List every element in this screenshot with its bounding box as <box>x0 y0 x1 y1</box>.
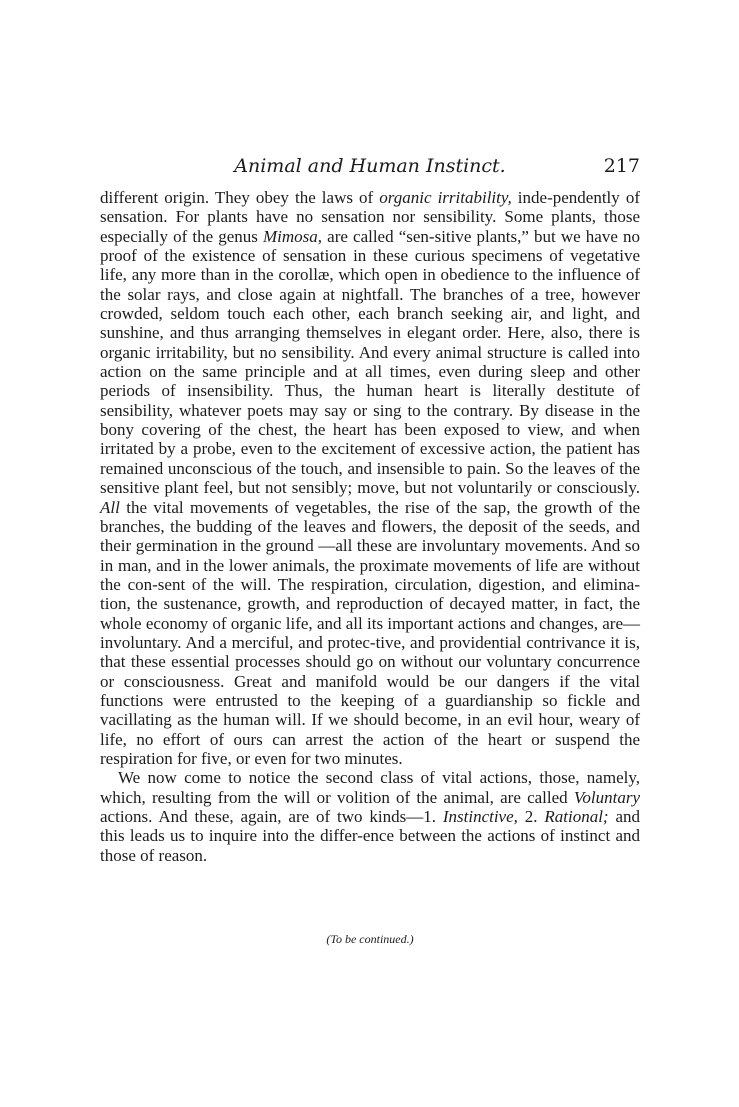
paragraph-2-text: 2. <box>517 807 545 826</box>
paragraph-1-italic: All <box>100 497 120 517</box>
paragraph-2-italic: Voluntary <box>573 787 640 807</box>
paragraph-2-italic: Rational; <box>544 807 609 826</box>
paragraph-2 <box>100 768 640 865</box>
body-text <box>100 188 640 865</box>
page-number: 217 <box>603 155 640 177</box>
paragraph-1-italic: Mimosa, <box>263 226 323 246</box>
paragraph-1 <box>100 188 640 768</box>
running-title: Animal and Human Instinct. <box>234 155 506 177</box>
paragraph-1-text: are called “sen-sitive plants,” but we have no proof of the existence of sensation in these curious specimens of vegetative life, any more than in the corollæ, which open in obedience to the influence of the solar rays, and close again at nightfall. The branches of a tree, however crowded, seldom touch each other, each branch seeking air, and light, and sunshine, and thus arranging themselves in elegant order. Here, also, there is organic irritability, but no sensibility. And every animal structure is called into action on the same principle and at all times, even during sleep and other periods of insensibility. Thus, the human heart is literally destitute of sensibility, whatever poets may say or sing to the contrary. By disease in the bony covering of the chest, the heart has been exposed to view, and when irritated by a probe, even to the excitement of excessive action, the patient has remained unconscious of the touch, and insensible to pain. So the leaves of the sensitive plant feel, but not sensibly; move, but not voluntarily or consciously. <box>100 226 641 498</box>
paragraph-1-italic: organic irritability, <box>379 188 512 207</box>
paragraph-1-text: the vital movements of vegetables, the rise of the sap, the growth of the branches, the budding of the leaves and flowers, the deposit of the seeds, and their germination in the ground —all these are involuntary movements. And so in man, and in the lower animals, the proximate movements of life are without the con-sent of the will. The respiration, circulation, digestion, and elimina-tion, the sustenance, growth, and reproduction of decayed matter, in fact, the whole economy of organic life, and all its important actions and changes, are—involuntary. And a merciful, and protec-tive, and providential contrivance it is, that these essential processes should go on without our voluntary concurrence or consciousness. Great and manifold would be our dangers if the vital functions were entrusted to the keeping of a guardianship so fickle and vacillating as the human will. If we should become, in an evil hour, weary of life, no effort of ours can arrest the action of the heart or suspend the respiration for five, or even for two minutes. <box>100 497 640 768</box>
paragraph-1-text: different origin. They obey the laws of <box>100 188 380 207</box>
paragraph-2-text: We now come to notice the second class of vital actions, those, namely, which, resulting from the will or volition of the animal, are called <box>100 768 640 807</box>
paragraph-2-italic: Instinctive, <box>442 807 518 826</box>
running-head <box>100 152 640 180</box>
paragraph-2-text: actions. And these, again, are of two kinds—1. <box>100 807 443 826</box>
to-be-continued-note: (To be continued.) <box>326 932 414 946</box>
paragraph-1-text: inde-pendently of sensation. For plants have no sensation nor sensibility. Some plants, those especially of the genus <box>100 188 640 246</box>
paragraph-2-text: and this leads us to inquire into the differ-ence between the actions of instinct and those of reason. <box>100 807 640 865</box>
